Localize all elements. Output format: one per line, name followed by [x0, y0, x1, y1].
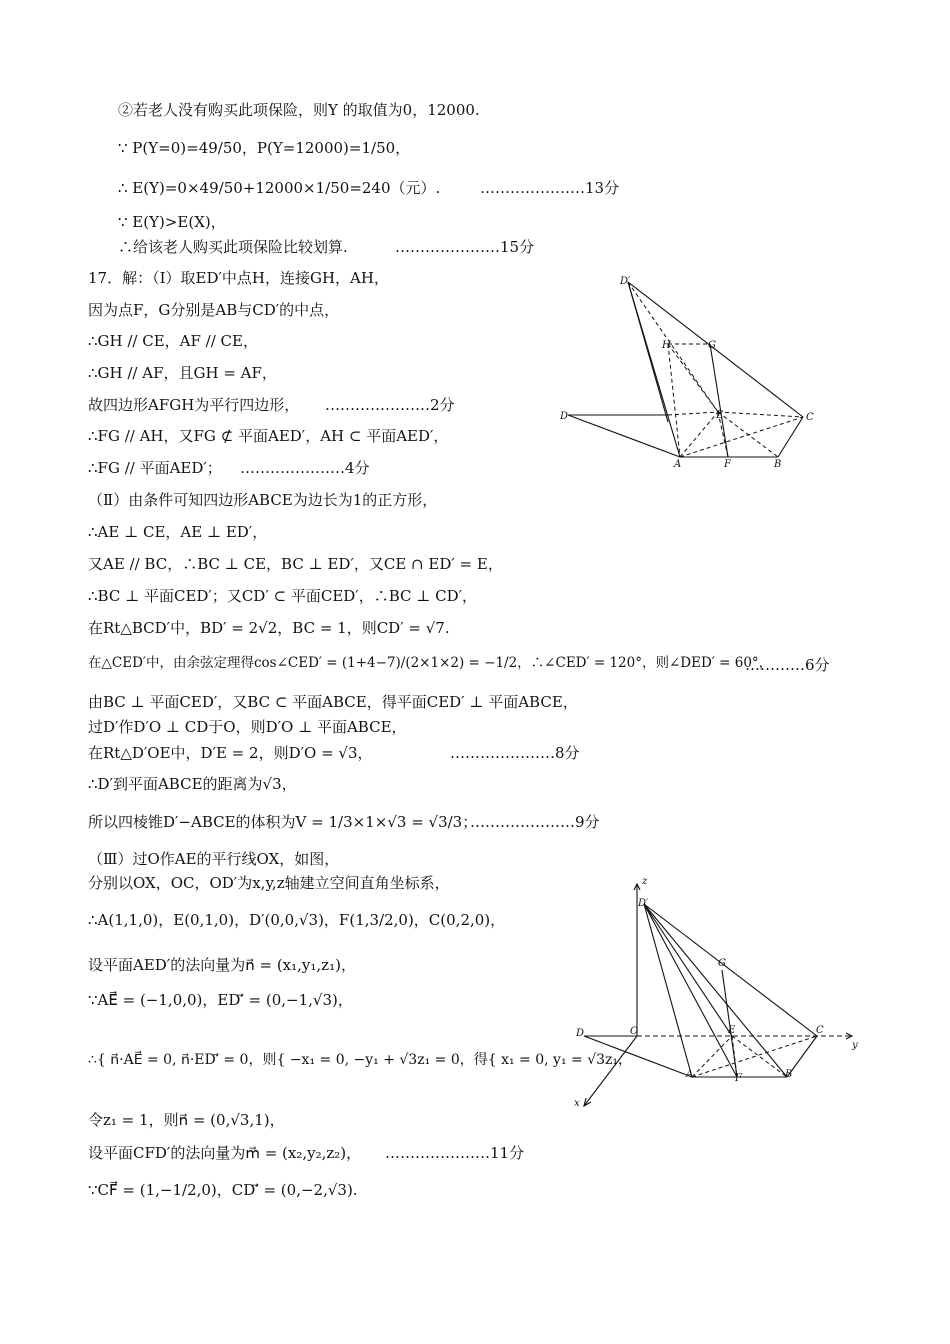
label-c-2: C — [816, 1025, 824, 1036]
line-8: ∴GH // CE，AF // CE， — [88, 332, 258, 350]
axis-y-label: y — [852, 1040, 858, 1051]
score-13: …………………13分 — [480, 179, 620, 197]
line-15: 又AE // BC，∴BC ⊥ CE，BC ⊥ ED′，又CE ∩ ED′ = E， — [88, 555, 503, 573]
line-18: 在△CED′中，由余弦定理得cos∠CED′ = (1+4−7)/(2×1×2) = −1/2，∴∠CED′ = 120°，则∠DED′ = 60°， — [88, 655, 773, 671]
axis-x-label: x — [574, 1098, 580, 1109]
score-4: …………………4分 — [240, 459, 370, 477]
label-e: E — [716, 410, 724, 421]
line-26: ∴A(1,1,0)，E(0,1,0)，D′(0,0,√3)，F(1,3/2,0)，C(0,2,0)， — [88, 911, 506, 929]
label-a-2: A — [686, 1069, 694, 1080]
label-f-2: F — [735, 1073, 742, 1084]
label-o: O — [630, 1026, 639, 1037]
line-7: 因为点F，G分别是AB与CD′的中点， — [88, 301, 340, 319]
pyramid-figure — [558, 272, 818, 472]
line-4: ∵ E(Y)>E(X)， — [118, 213, 226, 231]
label-g-2: G — [718, 958, 726, 969]
label-b-2: B — [785, 1069, 793, 1080]
score-9: …………………9分 — [470, 813, 600, 831]
line-17: 在Rt△BCD′中，BD′ = 2√2，BC = 1，则CD′ = √7. — [88, 619, 450, 637]
score-15: …………………15分 — [395, 238, 535, 256]
line-19: 由BC ⊥ 平面CED′，又BC ⊂ 平面ABCE，得平面CED′ ⊥ 平面ABCE， — [88, 693, 578, 711]
label-a: A — [674, 459, 682, 470]
label-d-2: D — [576, 1028, 585, 1039]
label-b: B — [774, 459, 782, 470]
line-22: ∴D′到平面ABCE的距离为√3， — [88, 775, 297, 793]
line-21: 在Rt△D′OE中，D′E = 2，则D′O = √3， — [88, 744, 373, 762]
axis-z-label: z — [642, 876, 648, 887]
line-23: 所以四棱锥D′−ABCE的体积为V = 1/3×1×√3 = √3/3； — [88, 813, 478, 831]
line-32: ∵CF⃗ = (1,−1/2,0)，CD′⃗ = (0,−2,√3). — [88, 1181, 358, 1199]
line-10: 故四边形AFGH为平行四边形， — [88, 396, 300, 414]
line-1: ②若老人没有购买此项保险，则Y 的取值为0，12000. — [118, 101, 480, 119]
score-8: …………………8分 — [450, 744, 580, 762]
line-31: 设平面CFD′的法向量为m⃗ = (x₂,y₂,z₂)， — [88, 1144, 362, 1162]
line-25: 分别以OX，OC，OD′为x,y,z轴建立空间直角坐标系， — [88, 874, 450, 892]
line-9: ∴GH // AF，且GH = AF， — [88, 364, 277, 382]
line-27: 设平面AED′的法向量为n⃗ = (x₁,y₁,z₁)， — [88, 956, 356, 974]
line-28: ∵AE⃗ = (−1,0,0)，ED′⃗ = (0,−1,√3)， — [88, 991, 353, 1009]
label-d: D — [560, 411, 569, 422]
score-6: …………6分 — [745, 656, 830, 674]
line-29: ∴{ n⃗·AE⃗ = 0, n⃗·ED′⃗ = 0，则{ −x₁ = 0, −y₁ + √3z₁ = 0，得{ x₁ = 0, y₁ = √3z₁， — [88, 1052, 633, 1068]
line-6: 17．解：（Ⅰ）取ED′中点H，连接GH，AH， — [88, 269, 389, 287]
label-d-prime-2: D′ — [638, 898, 649, 909]
line-3: ∴ E(Y)=0×49/50+12000×1/50=240（元）. — [118, 179, 441, 197]
label-g: G — [708, 340, 716, 351]
label-h: H — [662, 340, 671, 351]
coordinate-figure — [572, 874, 862, 1114]
line-13: （Ⅱ）由条件可知四边形ABCE为边长为1的正方形， — [88, 491, 438, 509]
line-2: ∵ P(Y=0)=49/50，P(Y=12000)=1/50， — [118, 139, 411, 157]
line-24: （Ⅲ）过O作AE的平行线OX，如图， — [88, 850, 340, 868]
score-2: …………………2分 — [325, 396, 455, 414]
line-16: ∴BC ⊥ 平面CED′；又CD′ ⊂ 平面CED′，∴BC ⊥ CD′， — [88, 587, 478, 605]
line-11: ∴FG // AH，又FG ⊄ 平面AED′，AH ⊂ 平面AED′， — [88, 427, 449, 445]
line-5: ∴给该老人购买此项保险比较划算. — [118, 238, 348, 256]
line-14: ∴AE ⊥ CE，AE ⊥ ED′， — [88, 523, 268, 541]
label-c: C — [806, 412, 814, 423]
label-e-2: E — [728, 1025, 736, 1036]
line-12: ∴FG // 平面AED′； — [88, 459, 222, 477]
line-20: 过D′作D′O ⊥ CD于O，则D′O ⊥ 平面ABCE， — [88, 718, 407, 736]
score-11: …………………11分 — [385, 1144, 525, 1162]
label-f: F — [724, 459, 731, 470]
line-30: 令z₁ = 1，则n⃗ = (0,√3,1)， — [88, 1111, 285, 1129]
label-d-prime: D′ — [620, 276, 631, 287]
